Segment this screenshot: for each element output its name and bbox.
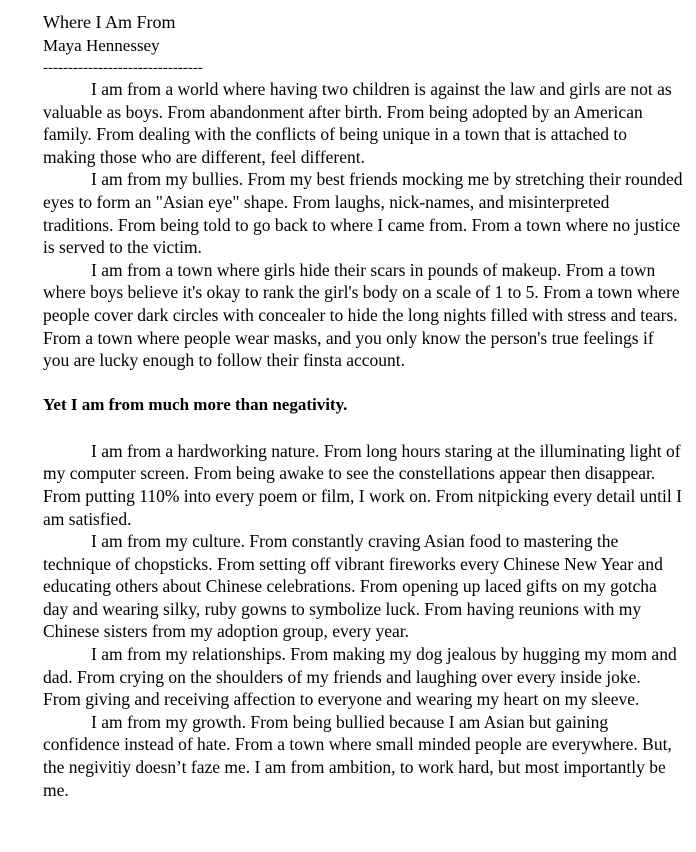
document (43, 10, 683, 801)
section-two (43, 440, 683, 802)
section-heading: Yet I am from much more than negativity. (43, 394, 348, 414)
paragraph-culture: I am from my culture. From constantly craving Asian food to mastering the technique of chopsticks. From setting off vibrant fireworks every Chinese New Year and educating others about Chinese celebrations. From opening up laced gifts on my gotcha day and wearing silky, ruby gowns to symbolize luck. From having reunions with my Chinese sisters from my adoption group, every year. (43, 531, 663, 642)
paragraph-town: I am from a town where girls hide their scars in pounds of makeup. From a town where boys believe it's okay to rank the girl's body on a scale of 1 to 5. From a town where people cover dark circles with concealer to hide the long nights filled with stress and tears. From a town where people wear masks, and you only know the person's true feelings if you are lucky enough to follow their finsta account. (43, 259, 680, 371)
paragraph-hardworking: I am from a hardworking nature. From long hours staring at the illuminating light of my computer screen. From being awake to see the constellations appear then disappear. From putting 110% into every poem or film, I work on. From nitpicking every detail until I am satisfied. (43, 440, 682, 529)
paragraph-origin: I am from a world where having two children is against the law and girls are not as valuable as boys. From abandonment after birth. From being adopted by an American family. From dealing with the conflicts of being unique in a town that is attached to making those who are different, feel different. (43, 79, 672, 167)
section-one (43, 78, 683, 372)
poem-title: Where I Am From (43, 12, 176, 32)
paragraph-growth: I am from my growth. From being bullied because I am Asian but gaining confidence instead of hate. From a town where small minded people are everywhere. But, the negivitiy doesn’t faze me. I am from ambition, to work hard, but most importantly be me. (43, 711, 672, 800)
author-name: Maya Hennessey (43, 36, 160, 55)
paragraph-bullies: I am from my bullies. From my best friends mocking me by stretching their rounded eyes to form an "Asian eye" shape. From laughs, nick-names, and misinterpreted traditions. From being told to go back to where I came from. From a town where no justice is served to the victim. (43, 169, 683, 258)
paragraph-relationships: I am from my relationships. From making my dog jealous by hugging my mom and dad. From crying on the shoulders of my friends and laughing over every inside joke. From giving and receiving affection to everyone and wearing my heart on my sleeve. (43, 644, 677, 710)
divider-line: -------------------------------- (43, 60, 203, 76)
